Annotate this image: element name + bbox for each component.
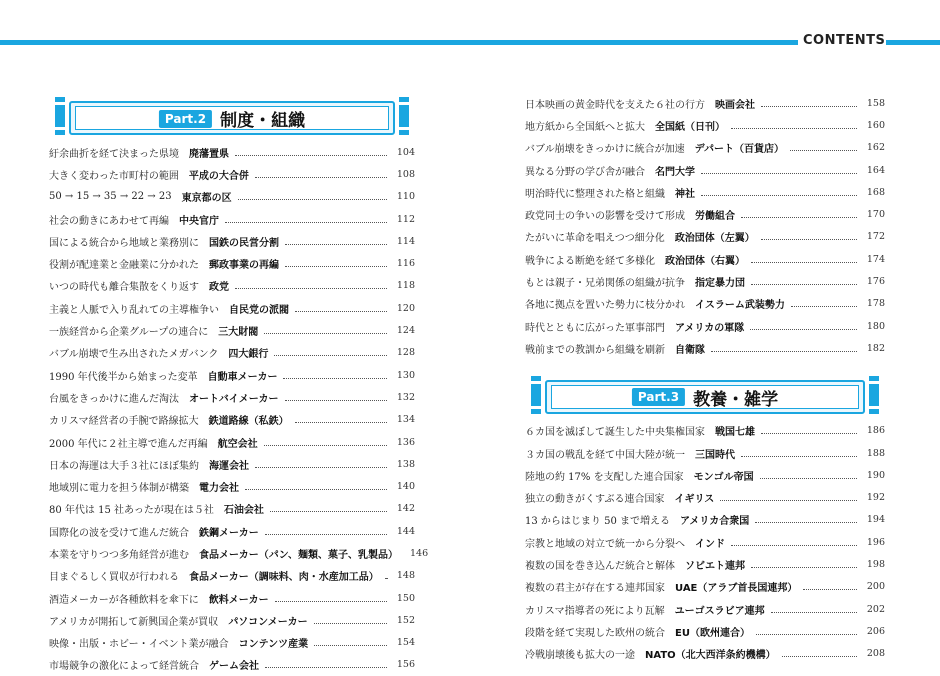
page-number: 108 (396, 168, 415, 180)
header-rule-left (0, 40, 798, 45)
part-3-header (525, 376, 885, 414)
page-number: 132 (396, 391, 415, 403)
toc-entry[interactable] (49, 565, 415, 587)
entry-title: 電力会社 (199, 483, 239, 495)
leader-dots (731, 545, 857, 546)
entry-title: 中央官庁 (179, 215, 219, 227)
toc-entry[interactable] (525, 248, 885, 270)
toc-entry[interactable] (525, 159, 885, 181)
entry-description: 台風をきっかけに進んだ淘汰 (49, 393, 179, 405)
entry-description: 80 年代は 15 社あったが現在は５社 (49, 505, 214, 517)
leader-dots (711, 351, 857, 352)
entry-title: 政治団体（左翼） (674, 233, 755, 245)
entry-description: 時代とともに広がった軍事部門 (525, 322, 665, 334)
leader-dots (314, 623, 387, 624)
header-cap-left (55, 97, 65, 135)
page-number: 202 (866, 603, 885, 615)
leader-dots (285, 266, 387, 267)
part-title: 制度・組織 (220, 111, 306, 131)
page-number: 120 (396, 302, 415, 314)
page-number: 168 (866, 186, 885, 198)
toc-entry[interactable] (525, 643, 885, 665)
entry-title: モンゴル帝国 (693, 471, 754, 483)
entry-description: 主義と人脈で入り乱れての主導権争い (49, 304, 219, 316)
page-number: 198 (866, 558, 885, 570)
page-number: 118 (396, 280, 415, 292)
leader-dots (270, 511, 387, 512)
toc-entry[interactable] (49, 453, 415, 475)
toc-entry[interactable] (525, 509, 885, 531)
page-number: 104 (396, 146, 415, 158)
leader-dots (701, 195, 857, 196)
page-number: 148 (396, 570, 415, 582)
entry-title: 海運会社 (209, 460, 249, 472)
entry-title: 映画会社 (715, 99, 755, 111)
entry-title: 食品メーカー（調味料、肉・水産加工品） (189, 572, 379, 584)
leader-dots (761, 239, 857, 240)
leader-dots (285, 400, 388, 401)
page-number: 192 (866, 492, 885, 504)
page-number: 150 (396, 592, 415, 604)
entry-title: 鉄鋼メーカー (199, 527, 259, 539)
leader-dots (265, 667, 387, 668)
entry-title: イギリス (674, 494, 715, 506)
leader-dots (283, 378, 387, 379)
leader-dots (741, 217, 857, 218)
leader-dots (275, 601, 387, 602)
entry-title: コンテンツ産業 (238, 639, 309, 651)
entry-title: オートバイメーカー (189, 393, 279, 405)
entry-description: 明治時代に整理された格と組織 (525, 188, 665, 200)
page-number: 190 (866, 469, 885, 481)
entry-description: 冷戦崩壊後も拡大の一途 (525, 650, 635, 662)
toc-entry[interactable] (49, 386, 415, 408)
page-number: 140 (396, 481, 415, 493)
toc-entry[interactable] (49, 520, 415, 542)
toc-entry[interactable] (49, 587, 415, 609)
entry-title: 四大銀行 (228, 349, 269, 361)
entry-title: NATO（北大西洋条約機構） (645, 650, 776, 662)
toc-entry[interactable] (525, 531, 885, 553)
entry-description: 13 からはじまり 50 まで増える (525, 516, 670, 528)
entry-title: デパート（百貨店） (694, 144, 785, 156)
entry-description: いつの時代も離合集散をくり返す (49, 282, 199, 294)
entry-title: 戦国七雄 (715, 427, 755, 439)
leader-dots (285, 244, 387, 245)
entry-description: 戦争による断絶を経て多様化 (525, 255, 655, 267)
right-column (525, 92, 885, 665)
entry-title: インド (695, 538, 725, 550)
entry-title: 国鉄の民営分割 (209, 237, 279, 249)
page-number: 176 (866, 276, 885, 288)
page-number: 188 (866, 447, 885, 459)
entry-title: パソコンメーカー (228, 616, 308, 628)
entry-description: 独立の動きがくすぶる連合国家 (525, 494, 665, 506)
leader-dots (741, 456, 857, 457)
toc-entry[interactable] (49, 186, 415, 208)
toc-entry[interactable] (49, 609, 415, 631)
entry-title: 東京都の区 (181, 193, 232, 205)
entry-description: 陸地の約 17% を支配した連合国家 (525, 471, 684, 483)
leader-dots (782, 656, 857, 657)
entry-description: たがいに革命を唱えつつ細分化 (525, 233, 665, 245)
toc-entry[interactable] (525, 576, 885, 598)
toc-entry[interactable] (49, 252, 415, 274)
entry-description: 段階を経て実現した欧州の統合 (525, 627, 665, 639)
toc-entry[interactable] (525, 620, 885, 642)
page-number: 128 (396, 347, 415, 359)
entry-title: UAE（アラブ首長国連邦） (675, 583, 798, 595)
entry-description: 市場競争の激化によって経営統合 (49, 661, 199, 673)
toc-entry[interactable] (525, 442, 885, 464)
entry-title: 神社 (675, 188, 695, 200)
toc-entry[interactable] (49, 364, 415, 386)
page-number: 146 (410, 547, 429, 559)
toc-list (525, 420, 885, 665)
page-number: 142 (396, 503, 415, 515)
page-number: 114 (396, 235, 415, 247)
toc-entry[interactable] (49, 431, 415, 453)
toc-list (49, 141, 429, 676)
entry-title: 全国紙（日刊） (655, 121, 725, 133)
entry-description: 複数の国を巻き込んだ統合と解体 (525, 560, 675, 572)
part-title: 教養・雑学 (693, 389, 779, 410)
entry-description: 酒造メーカーが各種飲料を傘下に (49, 594, 199, 606)
toc-entry[interactable] (525, 315, 885, 337)
entry-description: 本業を守りつつ多角経営が進む (49, 549, 189, 561)
entry-title: ユーゴスラビア連邦 (674, 605, 765, 617)
toc-entry[interactable] (525, 114, 885, 136)
leader-dots (264, 445, 387, 446)
toc-entry[interactable] (49, 141, 415, 163)
leader-dots (803, 589, 857, 590)
entry-title: 航空会社 (217, 438, 258, 450)
leader-dots (225, 222, 387, 223)
toc-entry[interactable] (49, 542, 429, 564)
toc-entry[interactable] (49, 342, 415, 364)
entry-description: 映像・出版・ホビー・イベント業が融合 (49, 639, 229, 651)
leader-dots (385, 578, 387, 579)
leader-dots (701, 173, 857, 174)
toc-entry[interactable] (525, 598, 885, 620)
entry-description: ３カ国の戦乱を経て中国大陸が統一 (525, 449, 685, 461)
entry-description: 日本の海運は大手３社にほぼ集約 (49, 460, 199, 472)
toc-entry[interactable] (49, 409, 415, 431)
page-number: 116 (396, 258, 415, 270)
page-number: 174 (866, 253, 885, 265)
toc-entry[interactable] (525, 181, 885, 203)
entry-description: 目まぐるしく買収が行われる (49, 572, 179, 584)
entry-description: もとは親子・兄弟関係の組織が抗争 (525, 278, 685, 290)
header-cap-right (399, 97, 409, 135)
toc-entry[interactable] (525, 270, 885, 292)
leader-dots (751, 284, 857, 285)
entry-description: 日本映画の黄金時代を支えた６社の行方 (525, 99, 705, 111)
toc-entry[interactable] (49, 632, 415, 654)
page-number: 152 (396, 614, 415, 626)
leader-dots (761, 433, 857, 434)
entry-title: 飲料メーカー (208, 594, 269, 606)
leader-dots (771, 612, 857, 613)
toc-entry[interactable] (49, 163, 415, 185)
entry-title: 平成の大合併 (188, 170, 249, 182)
left-column (49, 97, 429, 676)
entry-description: 各地に拠点を置いた勢力に枝分かれ (525, 300, 685, 312)
entry-title: 食品メーカー（パン、麺類、菓子、乳製品） (199, 549, 398, 561)
entry-description: 社会の動きにあわせて再編 (49, 215, 169, 227)
toc-entry[interactable] (525, 293, 885, 315)
page-number: 160 (866, 119, 885, 131)
entry-description: 宗教と地域の対立で統一から分裂へ (525, 538, 685, 550)
entry-title: 自衛隊 (675, 344, 705, 356)
entry-description: 国際化の波を受けて進んだ統合 (49, 527, 189, 539)
leader-dots (720, 500, 857, 501)
page-number: 124 (396, 325, 415, 337)
leader-dots (274, 355, 387, 356)
entry-title: 廃藩置県 (189, 148, 229, 160)
part-badge: Part.2 (159, 110, 212, 128)
page-number: 206 (866, 625, 885, 637)
page-number: 172 (866, 231, 885, 243)
page-number: 156 (396, 659, 415, 671)
entry-description: 政党同士の争いの影響を受けて形成 (525, 211, 685, 223)
leader-dots (265, 534, 387, 535)
header-cap-left (531, 376, 541, 414)
leader-dots (755, 522, 857, 523)
entry-title: 政党 (209, 282, 229, 294)
entry-description: 一族経営から企業グループの連合に (49, 327, 209, 339)
leader-dots (791, 306, 857, 307)
page-number: 164 (866, 164, 885, 176)
entry-description: バブル崩壊で生み出されたメガバンク (49, 349, 219, 361)
page-number: 170 (866, 209, 885, 221)
entry-description: 異なる分野の学び舎が融合 (525, 166, 645, 178)
toc-entry[interactable] (49, 275, 415, 297)
entry-description: アメリカが開拓して新興国企業が買収 (49, 616, 219, 628)
entry-title: 労働組合 (695, 211, 735, 223)
page-title: CONTENTS (803, 33, 886, 48)
entry-title: EU（欧州連合） (675, 627, 750, 639)
entry-title: 石油会社 (223, 505, 264, 517)
toc-entry[interactable] (525, 464, 885, 486)
leader-dots (751, 567, 857, 568)
entry-description: 地方紙から全国紙へと拡大 (525, 121, 645, 133)
toc-entry[interactable] (49, 319, 415, 341)
entry-title: 鉄道路線（私鉄） (208, 416, 289, 428)
toc-entry[interactable] (49, 498, 415, 520)
entry-title: 自動車メーカー (207, 371, 278, 383)
page-number: 154 (396, 637, 415, 649)
page-number: 194 (866, 514, 885, 526)
entry-description: 50 → 15 → 35 → 22 → 23 (49, 191, 172, 203)
leader-dots (751, 262, 857, 263)
entry-title: アメリカの軍隊 (675, 322, 745, 334)
entry-description: 大きく変わった市町村の範囲 (49, 170, 179, 182)
page-number: 112 (396, 213, 415, 225)
entry-description: カリスマ指導者の死により瓦解 (525, 605, 665, 617)
entry-description: 2000 年代に２社主導で進んだ再編 (49, 438, 208, 450)
leader-dots (238, 199, 387, 200)
page-number: 130 (396, 369, 415, 381)
entry-title: 郵政事業の再編 (209, 260, 279, 272)
leader-dots (235, 288, 387, 289)
part-2-header (49, 97, 415, 135)
leader-dots (314, 645, 387, 646)
page-number: 144 (396, 525, 415, 537)
leader-dots (255, 467, 387, 468)
leader-dots (245, 489, 387, 490)
entry-title: 指定暴力団 (695, 278, 745, 290)
entry-title: 三大財閥 (218, 327, 259, 339)
toc-entry[interactable] (525, 203, 885, 225)
page-number: 134 (396, 414, 415, 426)
toc-list (525, 92, 885, 360)
leader-dots (295, 311, 387, 312)
entry-title: 名門大学 (655, 166, 695, 178)
entry-description: 紆余曲折を経て決まった県境 (49, 148, 179, 160)
page-number: 186 (866, 425, 885, 437)
page-number: 136 (396, 436, 415, 448)
entry-title: 三国時代 (695, 449, 735, 461)
leader-dots (750, 329, 857, 330)
entry-description: 複数の君主が存在する連邦国家 (525, 583, 665, 595)
toc-entry[interactable] (525, 337, 885, 359)
entry-description: ６カ国を滅ぼして誕生した中央集権国家 (525, 427, 705, 439)
leader-dots (790, 150, 857, 151)
entry-description: 国による統合から地域と業務別に (49, 237, 199, 249)
page-number: 178 (866, 298, 885, 310)
entry-description: 戦前までの教訓から組織を刷新 (525, 344, 665, 356)
page-number: 208 (866, 648, 885, 660)
header-rule-right (886, 40, 940, 45)
leader-dots (761, 106, 857, 107)
leader-dots (264, 333, 387, 334)
entry-title: ゲーム会社 (209, 661, 259, 673)
entry-title: イスラーム武装勢力 (695, 300, 785, 312)
entry-description: 地域別に電力を担う体制が構築 (49, 483, 189, 495)
toc-entry[interactable] (525, 553, 885, 575)
toc-entry[interactable] (525, 486, 885, 508)
toc-entry[interactable] (525, 420, 885, 442)
toc-entry[interactable] (525, 226, 885, 248)
toc-entry[interactable] (49, 230, 415, 252)
leader-dots (235, 155, 387, 156)
leader-dots (295, 422, 387, 423)
page-number: 182 (866, 342, 885, 354)
toc-entry[interactable] (49, 475, 415, 497)
entry-title: ソビエト連邦 (685, 560, 745, 572)
entry-title: 政治団体（右翼） (665, 255, 745, 267)
toc-entry[interactable] (525, 137, 885, 159)
page-number: 200 (866, 581, 885, 593)
page-number: 162 (866, 142, 885, 154)
page-number: 180 (866, 320, 885, 332)
leader-dots (760, 478, 857, 479)
page-number: 196 (866, 536, 885, 548)
part-badge: Part.3 (632, 388, 685, 406)
entry-description: 役割が配達業と金融業に分かれた (49, 260, 199, 272)
toc-entry[interactable] (49, 208, 415, 230)
entry-description: 1990 年代後半から始まった変革 (49, 371, 198, 383)
page-number: 110 (396, 191, 415, 203)
toc-entry[interactable] (49, 297, 415, 319)
leader-dots (255, 177, 387, 178)
page-number: 138 (396, 458, 415, 470)
entry-title: 自民党の派閥 (229, 304, 289, 316)
header-cap-right (869, 376, 879, 414)
leader-dots (731, 128, 857, 129)
leader-dots (756, 634, 857, 635)
toc-entry[interactable] (525, 92, 885, 114)
entry-description: バブル崩壊をきっかけに統合が加速 (525, 144, 685, 156)
entry-title: アメリカ合衆国 (680, 516, 750, 528)
entry-description: カリスマ経営者の手腕で路線拡大 (49, 416, 199, 428)
page-number: 158 (866, 97, 885, 109)
